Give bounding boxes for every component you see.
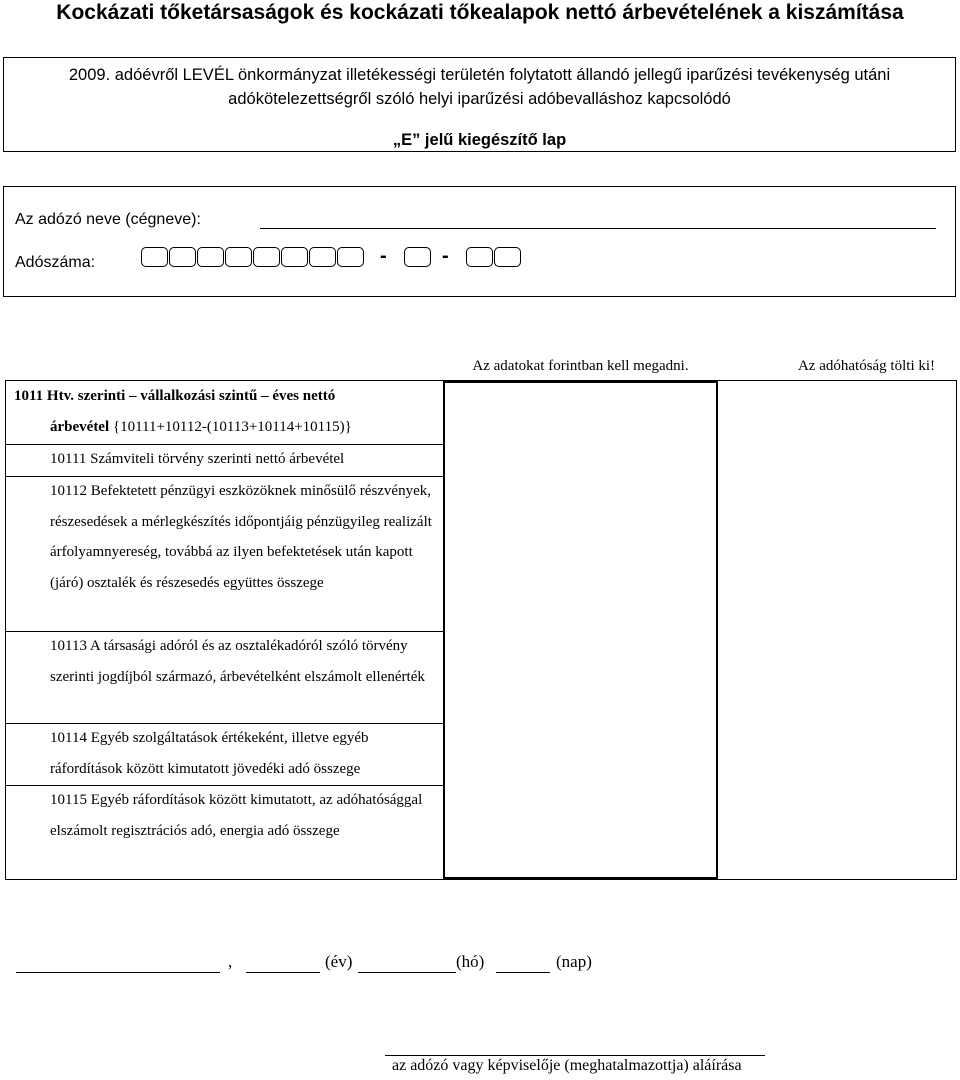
tax-number-county-digits[interactable] [466,247,522,267]
year-field[interactable] [246,972,320,973]
row-1011 [14,381,439,442]
digit-box[interactable] [197,247,224,267]
digit-box[interactable] [466,247,493,267]
digit-box[interactable] [141,247,168,267]
tax-number-separator: - [380,245,387,267]
taxpayer-name-field[interactable] [260,228,936,229]
supplement-sheet-title: „E” jelű kiegészítő lap [392,131,567,149]
header-line-1: 2009. adóévről LEVÉL önkormányzat illetékességi területén folytatott állandó jellegű iparűzési tevékenység utáni [68,66,891,84]
header-line-2: adókötelezettségről szóló helyi iparűzési adóbevalláshoz kapcsolódó [228,90,731,108]
page-title: Kockázati tőketársaságok és kockázati tőkealapok nettó árbevételének a kiszámítása [56,1,904,24]
digit-box[interactable] [309,247,336,267]
month-field[interactable] [358,972,456,973]
digit-box[interactable] [337,247,364,267]
tax-number-label: Adószáma: [15,254,96,271]
row-1011-label-2: árbevétel [50,418,110,435]
row-10112: 10112 Befektetett pénzügyi eszközöknek minősülő részvények, részesedések a mérlegkészítés időpontjáig pénzügyileg realizált árfolyamnyereség, továbbá az ilyen befektetések után kapott (járó) osztalék és részesedés együttes összege [50,483,432,591]
row-1011-label: 1011 Htv. szerinti – vállalkozási szintű – éves nettó [14,388,336,404]
digit-box[interactable] [169,247,196,267]
tax-number-main-digits[interactable] [141,247,365,267]
signature-caption: az adózó vagy képviselője (meghatalmazottja) aláírása [392,1057,742,1074]
month-label: (hó) [456,952,485,971]
taxpayer-section [3,186,956,297]
digit-box[interactable] [494,247,521,267]
digit-box[interactable] [253,247,280,267]
row-10113: 10113 A társasági adóról és az osztalékadóról szóló törvény szerinti jogdíjból származó, árbevételként elszámolt ellenérték [50,638,425,685]
tax-number-separator: - [442,245,449,267]
day-label: (nap) [556,952,592,971]
date-comma: , [228,952,233,971]
place-field[interactable] [16,972,220,973]
authority-column-header: Az adóhatóság tölti ki! [797,358,936,374]
digit-box[interactable] [281,247,308,267]
amount-column-header: Az adatokat forintban kell megadni. [472,358,689,374]
day-field[interactable] [496,972,550,973]
declaration-header [3,57,956,152]
taxpayer-name-label: Az adózó neve (cégneve): [15,211,201,228]
row-10114: 10114 Egyéb szolgáltatások értékeként, illetve egyéb ráfordítások között kimutatott jövedéki adó összege [50,730,369,777]
tax-number-vat-digit[interactable] [404,247,432,267]
row-10111: 10111 Számviteli törvény szerinti nettó árbevétel [50,451,345,467]
signature-field[interactable] [385,1055,765,1056]
row-10115: 10115 Egyéb ráfordítások között kimutatott, az adóhatósággal elszámolt regisztrációs adó, energia adó összege [50,792,423,839]
revenue-table [5,380,957,880]
digit-box[interactable] [225,247,252,267]
row-1011-formula: {10111+10112-(10113+10114+10115)} [112,418,352,435]
digit-box[interactable] [404,247,431,267]
amount-input-column[interactable] [443,381,718,879]
year-label: (év) [325,952,353,971]
